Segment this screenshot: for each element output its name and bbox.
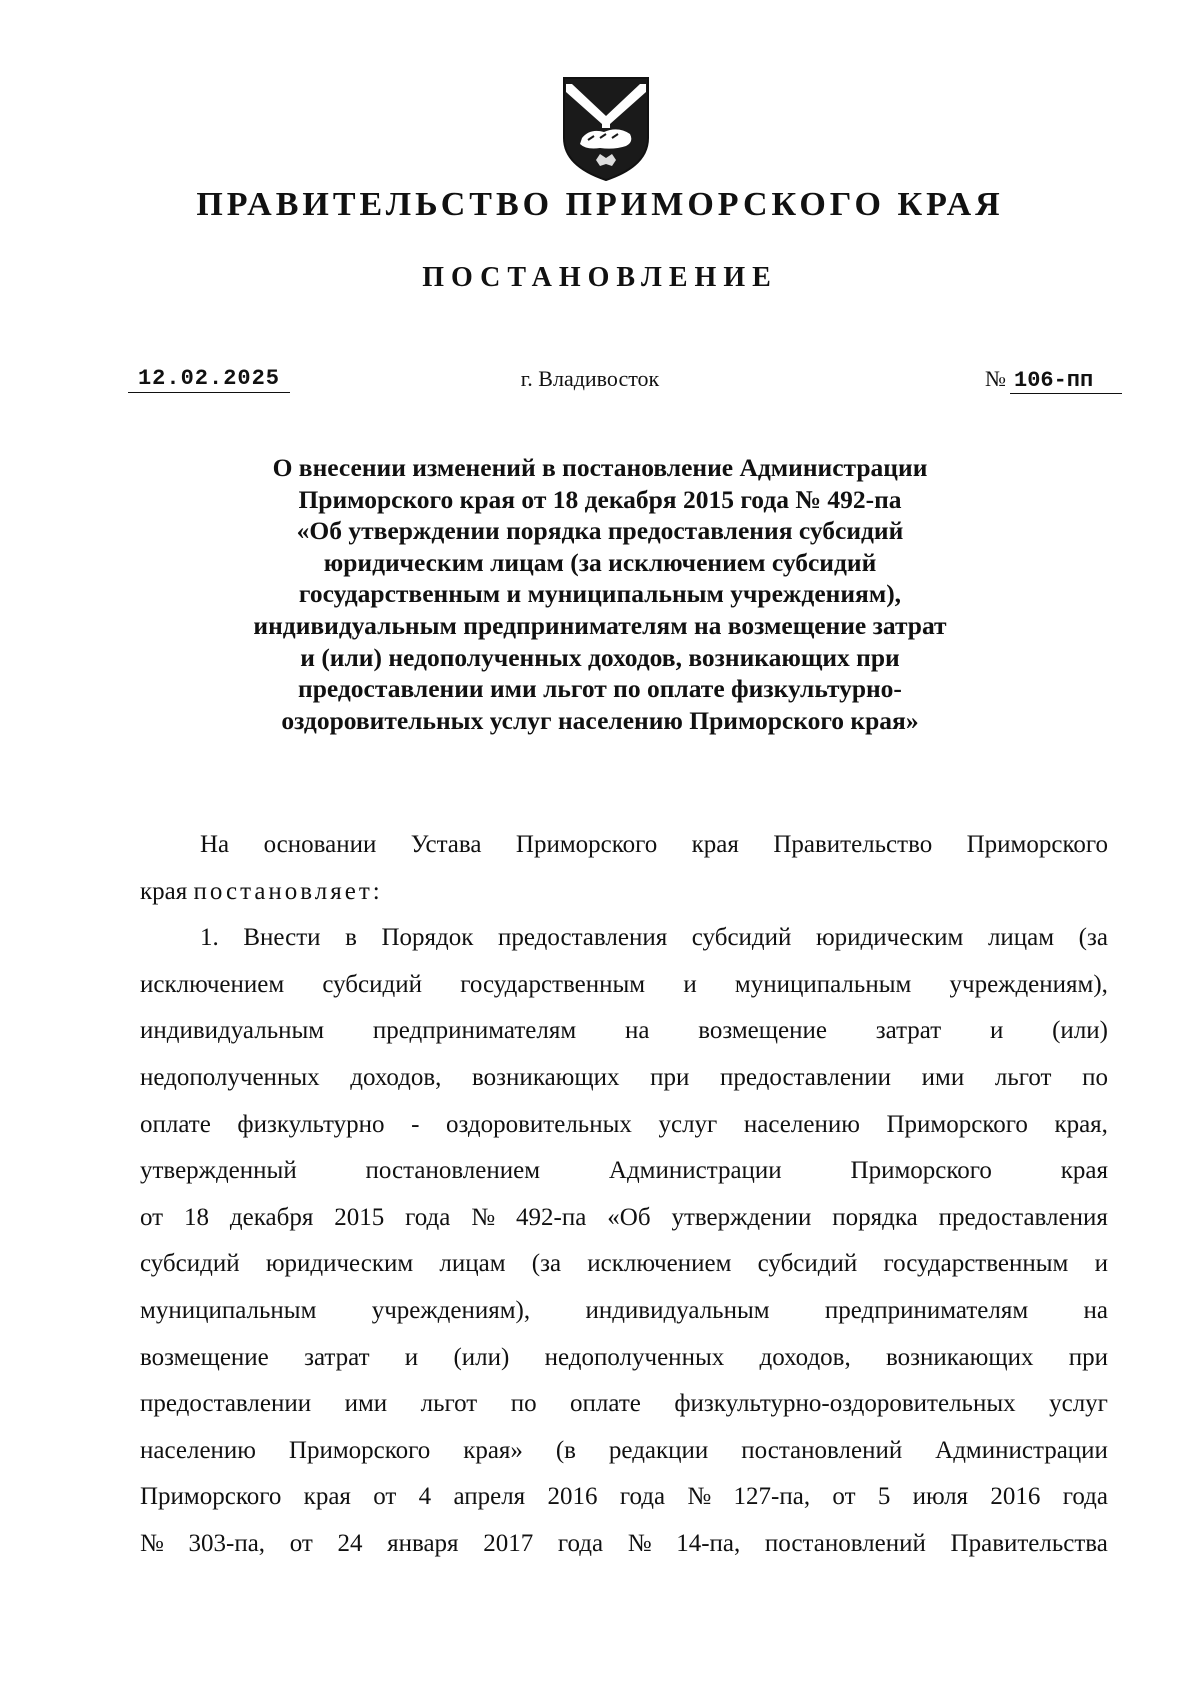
body-word: в [345, 924, 357, 952]
body-word: услуг [658, 1110, 718, 1138]
body-word: края, [1054, 1110, 1108, 1138]
body-word: возмещение [698, 1017, 827, 1045]
body-line [140, 822, 1108, 869]
body-word: 14-па, [676, 1529, 741, 1557]
body-word: муниципальным [140, 1296, 317, 1324]
body-word: льгот [420, 1390, 478, 1418]
body-word: затрат [875, 1017, 942, 1045]
body-word: на [1083, 1296, 1108, 1324]
body-line [140, 1241, 1108, 1288]
body-word: № [140, 1529, 164, 1557]
body-word: года [557, 1529, 604, 1557]
body-word: по [510, 1390, 537, 1418]
body-word: 127-па, [733, 1483, 811, 1511]
body-word: юридическим [815, 924, 964, 952]
body-word: Приморского [850, 1157, 992, 1185]
body-line [140, 1521, 1108, 1568]
body-word: 303-па, [188, 1529, 266, 1557]
body-word: (за [531, 1250, 562, 1278]
body-word: ими [921, 1063, 965, 1091]
heading-line: юридическим лицам (за исключением субсидий [323, 547, 877, 577]
body-word: на [624, 1017, 650, 1045]
body-word: Правительства [950, 1529, 1108, 1557]
body-word: № [627, 1529, 652, 1557]
body-word: года [1062, 1483, 1108, 1511]
body-word: года [619, 1483, 666, 1511]
body-word: (или) [453, 1343, 510, 1371]
body-word: - [411, 1110, 420, 1138]
body-word: лицам [439, 1250, 506, 1278]
body-word: июля [912, 1483, 969, 1511]
body-line [140, 1335, 1108, 1382]
heading-line: О внесении изменений в постановление Администрации [272, 453, 928, 482]
heading-line: индивидуальным предпринимателям на возмещение затрат [253, 610, 947, 640]
body-word: края [691, 831, 739, 858]
body-word: (в [555, 1436, 576, 1464]
body-word: возникающих [472, 1063, 620, 1091]
body-word: утверждении [671, 1203, 812, 1231]
body-word: Администрации [935, 1436, 1108, 1464]
body-line [140, 1148, 1108, 1195]
body-line [140, 1288, 1108, 1335]
body-word: оздоровительных [445, 1110, 632, 1138]
body-word: и [404, 1343, 419, 1371]
body-word: предпринимателям [824, 1296, 1029, 1324]
coat-of-arms-icon [560, 76, 652, 182]
document-type: ПОСТАНОВЛЕНИЕ [422, 262, 778, 293]
body-word: Приморского [966, 831, 1108, 858]
body-word: от [832, 1483, 856, 1511]
body-word: предоставления [938, 1203, 1108, 1231]
body-word: субсидий [691, 924, 792, 952]
body-word: Приморского [515, 831, 658, 858]
heading-line: оздоровительных услуг населению Приморского края» [281, 705, 919, 735]
body-word: доходов, [759, 1343, 851, 1371]
heading-line: Приморского края от 18 декабря 2015 года № 492-па [298, 484, 902, 514]
body-word: 24 [337, 1529, 363, 1557]
body-word: края [303, 1483, 351, 1511]
body-word: предоставлении [140, 1390, 312, 1418]
resolves-word: постановляет: [193, 877, 383, 905]
body-line [140, 1102, 1108, 1149]
body-word: 2015 [334, 1203, 385, 1231]
heading-line: государственным и муниципальным учреждениям), [298, 579, 902, 609]
body-word: физкультурно [237, 1110, 385, 1138]
body-word: услуг [1049, 1390, 1108, 1418]
body-word: недополученных [140, 1063, 320, 1091]
body-word: Приморского [886, 1110, 1028, 1138]
body-word: постановлений [741, 1436, 903, 1464]
body-word: государственным [460, 970, 646, 998]
body-line [140, 915, 1108, 962]
body-word: 1. [200, 924, 219, 952]
body-word: 5 [877, 1483, 891, 1511]
body-word: субсидий [140, 1250, 240, 1278]
body-word: индивидуальным [140, 1017, 325, 1045]
body-word: 2016 [990, 1483, 1041, 1511]
body-word: предоставления [497, 924, 668, 952]
body-line [140, 962, 1108, 1009]
body-word: исключением [587, 1250, 732, 1278]
number-label: № [985, 366, 1006, 391]
body-line [140, 1428, 1108, 1475]
body-word: «Об [607, 1203, 651, 1231]
body-word: редакции [608, 1436, 709, 1464]
body-word: утвержденный [140, 1157, 297, 1185]
body-word: населению [140, 1436, 256, 1464]
body-word: юридическим [265, 1250, 414, 1278]
body-word: 4 [418, 1483, 432, 1511]
body-word: затрат [304, 1343, 370, 1371]
body-word: субсидий [757, 1250, 858, 1278]
body-word: предоставлении [719, 1063, 892, 1091]
body-word: учреждениям), [949, 970, 1108, 998]
body-word: края» [463, 1436, 523, 1464]
body-word: и [683, 970, 697, 998]
document-heading [180, 452, 1020, 736]
body-word: Приморского [140, 1483, 282, 1511]
body-word: государственным [883, 1250, 1069, 1278]
document-number-block [985, 366, 1122, 394]
body-line [140, 869, 1108, 916]
body-word: предпринимателям [372, 1017, 577, 1045]
body-word: при [650, 1063, 690, 1091]
body-word: населению [743, 1110, 860, 1138]
body-word: 492-па [516, 1203, 587, 1231]
body-line [140, 1008, 1108, 1055]
body-word: по [1082, 1063, 1108, 1091]
body-line [140, 1474, 1108, 1521]
document-body [140, 822, 1108, 1568]
body-word: субсидий [322, 970, 422, 998]
body-word: декабря [229, 1203, 314, 1231]
body-word: физкультурно-оздоровительных [674, 1390, 1016, 1418]
body-word: исключением [140, 970, 285, 998]
body-word: края [1060, 1157, 1108, 1185]
body-word: года [405, 1203, 451, 1231]
document-number: 106-пп [1010, 368, 1122, 394]
body-word: муниципальным [734, 970, 912, 998]
body-word: Устава [410, 831, 482, 858]
heading-line: предоставлении ими льгот по оплате физкультурно- [298, 674, 902, 704]
body-word: льгот [994, 1063, 1052, 1091]
body-word: недополученных [544, 1343, 725, 1371]
document-date: 12.02.2025 [128, 366, 290, 393]
body-word: от [373, 1483, 397, 1511]
body-word: ими [344, 1390, 388, 1418]
body-word: 2016 [547, 1483, 598, 1511]
body-word: Администрации [608, 1157, 782, 1185]
body-line [140, 1381, 1108, 1428]
body-word: и [1094, 1250, 1108, 1278]
body-word: постановлением [365, 1157, 541, 1185]
body-word: лицам [987, 924, 1055, 952]
body-word: Внести [243, 924, 321, 952]
document-city: г. Владивосток [520, 366, 660, 391]
body-word: (или) [1052, 1017, 1108, 1045]
body-word: Правительство [773, 831, 933, 858]
body-word: порядка [832, 1203, 918, 1231]
body-word: Порядок [381, 924, 474, 952]
body-line [140, 1195, 1108, 1242]
body-word: апреля [453, 1483, 526, 1511]
body-word: края [140, 877, 188, 905]
body-word: возмещение [140, 1343, 269, 1371]
body-word: № [687, 1483, 712, 1511]
heading-line: «Об утверждении порядка предоставления субсидий [296, 516, 904, 546]
body-word: оплате [570, 1390, 641, 1418]
body-word: (за [1078, 924, 1108, 952]
body-word: возникающих [886, 1343, 1034, 1371]
body-word: 2017 [483, 1529, 534, 1557]
body-word: доходов, [350, 1063, 442, 1091]
body-word: января [387, 1529, 459, 1557]
government-title: ПРАВИТЕЛЬСТВО ПРИМОРСКОГО КРАЯ [196, 186, 1004, 223]
body-word: от [289, 1529, 313, 1557]
body-word: оплате [140, 1110, 211, 1138]
body-word: основании [263, 831, 377, 858]
body-word: и [989, 1017, 1004, 1045]
heading-line: и (или) недополученных доходов, возникающих при [300, 642, 900, 672]
body-word: № [471, 1203, 496, 1231]
body-word: при [1068, 1343, 1108, 1371]
body-word: 18 [184, 1203, 210, 1231]
body-word: На [200, 831, 230, 858]
body-line [140, 1055, 1108, 1102]
body-word: от [140, 1203, 164, 1231]
body-word: постановлений [764, 1529, 926, 1557]
body-word: индивидуальным [585, 1296, 770, 1324]
body-word: учреждениям), [371, 1296, 531, 1324]
body-word: Приморского [288, 1436, 431, 1464]
